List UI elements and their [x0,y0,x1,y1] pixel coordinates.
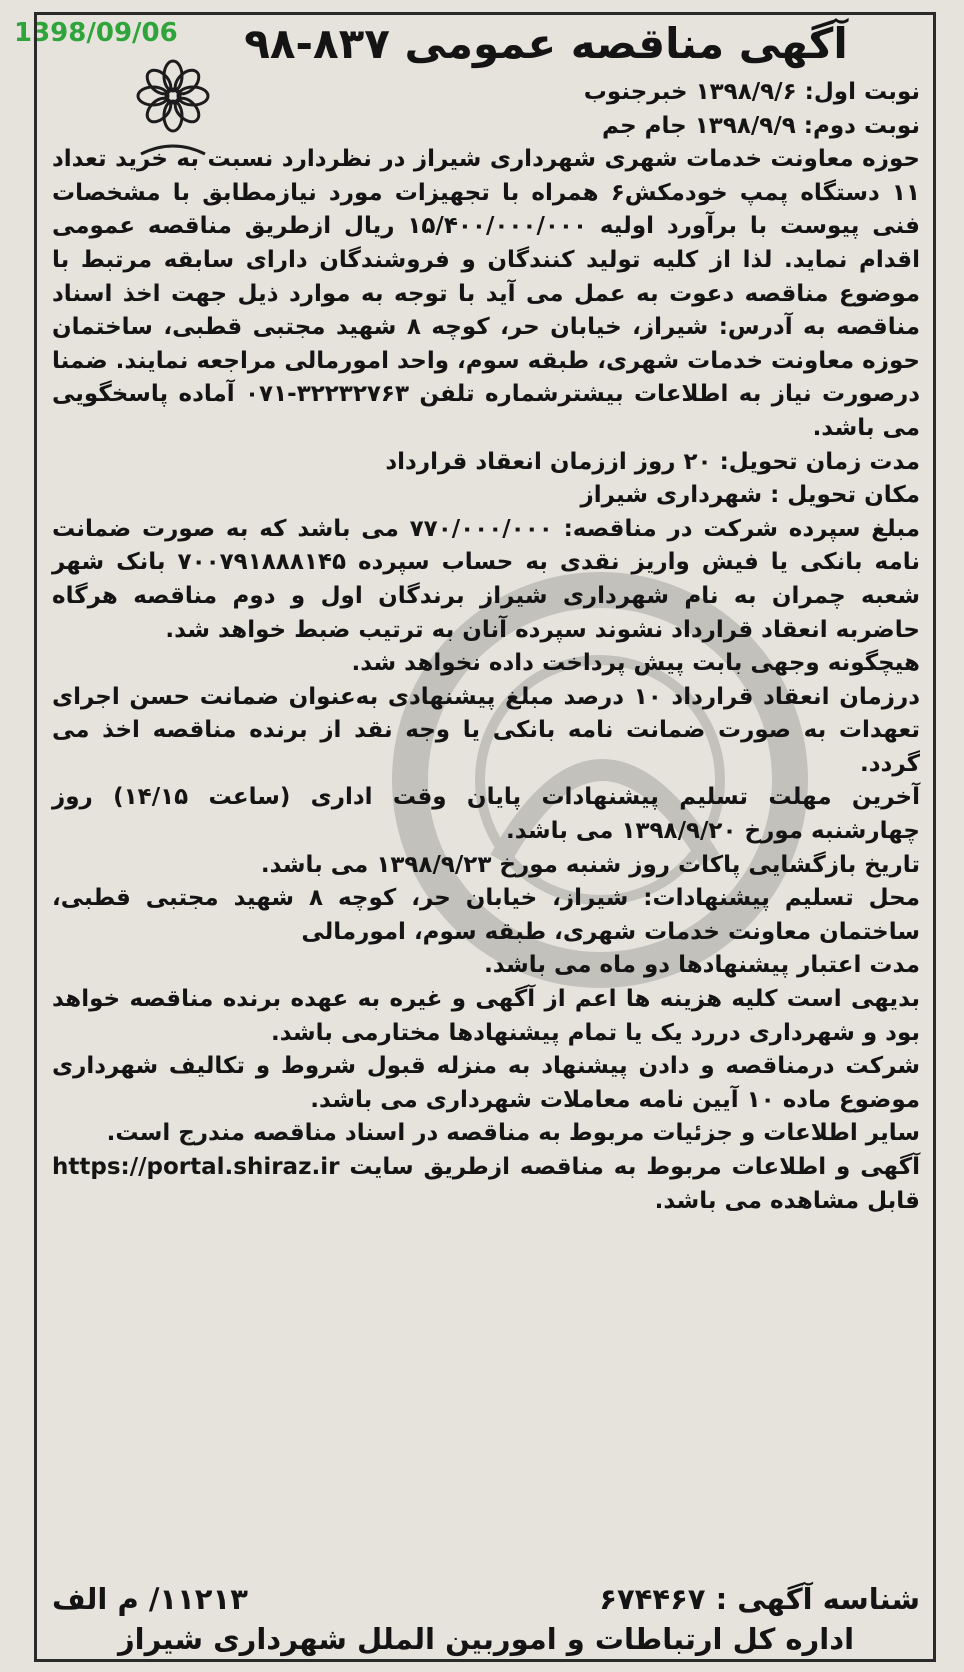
bid-validity: مدت اعتبار پیشنهادها دو ماه می باشد. [484,952,920,979]
footer-identifiers [52,1582,920,1616]
notice-title: آگهی مناقصه عمومی ۸۳۷-۹۸ [244,19,848,68]
website-info: آگهی و اطلاعات مربوط به مناقصه ازطریق سایت https://portal.shiraz.ir قابل مشاهده می باشد. [52,1154,920,1214]
ad-id: شناسه آگهی : ۶۷۴۴۶۷ [599,1582,920,1616]
notice-content [52,14,920,1218]
issuing-office: اداره کل ارتباطات و اموربین الملل شهرداری شیراز [117,1622,855,1656]
date-stamp: 1398/09/06 [14,18,178,48]
performance-guarantee: درزمان انعقاد قرارداد ۱۰ درصد مبلغ پیشنهادی به‌عنوان ضمانت حسن اجرای تعهدات به صورت ضمانت نامه بانکی یا وجه نقد از برنده مناقصه اخذ می گردد. [52,683,920,777]
costs-clause: بدیهی است کلیه هزینه ها اعم از آگهی و غیره به عهده برنده مناقصه خواهد بود و شهرداری دررد یک یا تمام پیشنهادها مختارمی باشد. [52,986,920,1046]
notice-intro: حوزه معاونت خدمات شهری شهرداری شیراز در نظردارد نسبت به خرید تعداد ۱۱ دستگاه پمپ خودمکش۶ همراه با تجهیزات مورد نیازمطابق با مشخصات فنی پیوست با برآورد اولیه ۱۵/۴۰۰/۰۰۰/۰۰۰ ریال ازطریق مناقصه عمومی اقدام نماید. لذا از کلیه تولید کنندگان و فروشندگان دارای سابقه مرتبط با موضوع مناقصه دعوت به عمل می آید با توجه به موارد ذیل جهت اخذ اسناد مناقصه به آدرس: شیراز، خیابان حر، کوچه ۸ شهید مجتبی قطبی، ساختمان حوزه معاونت خدمات شهری، طبقه سوم، واحد امورمالی مراجعه نمایند. ضمنا درصورت نیاز به اطلاعات بیشترشماره تلفن ۳۲۲۳۲۷۶۳-۰۷۱ آماده پاسخگویی می باشد. [52,146,921,441]
no-prepayment: هیچگونه وجهی بابت پیش پرداخت داده نخواهد شد. [351,650,920,677]
acceptance-clause: شرکت درمناقصه و دادن پیشنهاد به منزله قبول شروط و تکالیف شهرداری موضوع ماده ۱۰ آیین نامه معاملات شهرداری می باشد. [52,1053,920,1113]
reference-number: ۱۱۲۱۳/ م الف [52,1582,248,1616]
submission-place: محل تسلیم پیشنهادات: شیراز، خیابان حر، کوچه ۸ شهید مجتبی قطبی، ساختمان معاونت خدمات شهری، طبقه سوم، امورمالی [52,885,920,945]
delivery-place: مکان تحویل : شهرداری شیراز [580,482,920,509]
delivery-time: مدت زمان تحویل: ۲۰ روز اززمان انعقاد قرارداد [385,448,920,475]
submission-deadline: آخرین مهلت تسلیم پیشنهادات پایان وقت اداری (ساعت ۱۴/۱۵) روز چهارشنبه مورخ ۱۳۹۸/۹/۲۰ می باشد. [52,784,920,845]
deposit-amount: مبلغ سپرده شرکت در مناقصه: ۷۷۰/۰۰۰/۰۰۰ می باشد که به صورت ضمانت نامه بانکی یا فیش واریز نقدی به حساب سپرده ۷۰۰۷۹۱۸۸۸۱۴۵ بانک شهر شعبه چمران به نام شهرداری شیراز برندگان اول و دوم مناقصه هرگاه حاضربه انعقاد قرارداد نشوند سپرده آنان به ترتیب ضبط خواهد شد. [52,515,920,643]
second-publication: نوبت دوم: ۱۳۹۸/۹/۹ جام جم [602,112,920,139]
opening-date: تاریخ بازگشایی پاکات روز شنبه مورخ ۱۳۹۸/۹/۲۳ می باشد. [260,851,920,878]
other-info: سایر اطلاعات و جزئیات مربوط به مناقصه در اسناد مناقصه مندرج است. [106,1120,920,1147]
first-publication: نوبت اول: ۱۳۹۸/۹/۶ خبرجنوب [583,79,920,105]
